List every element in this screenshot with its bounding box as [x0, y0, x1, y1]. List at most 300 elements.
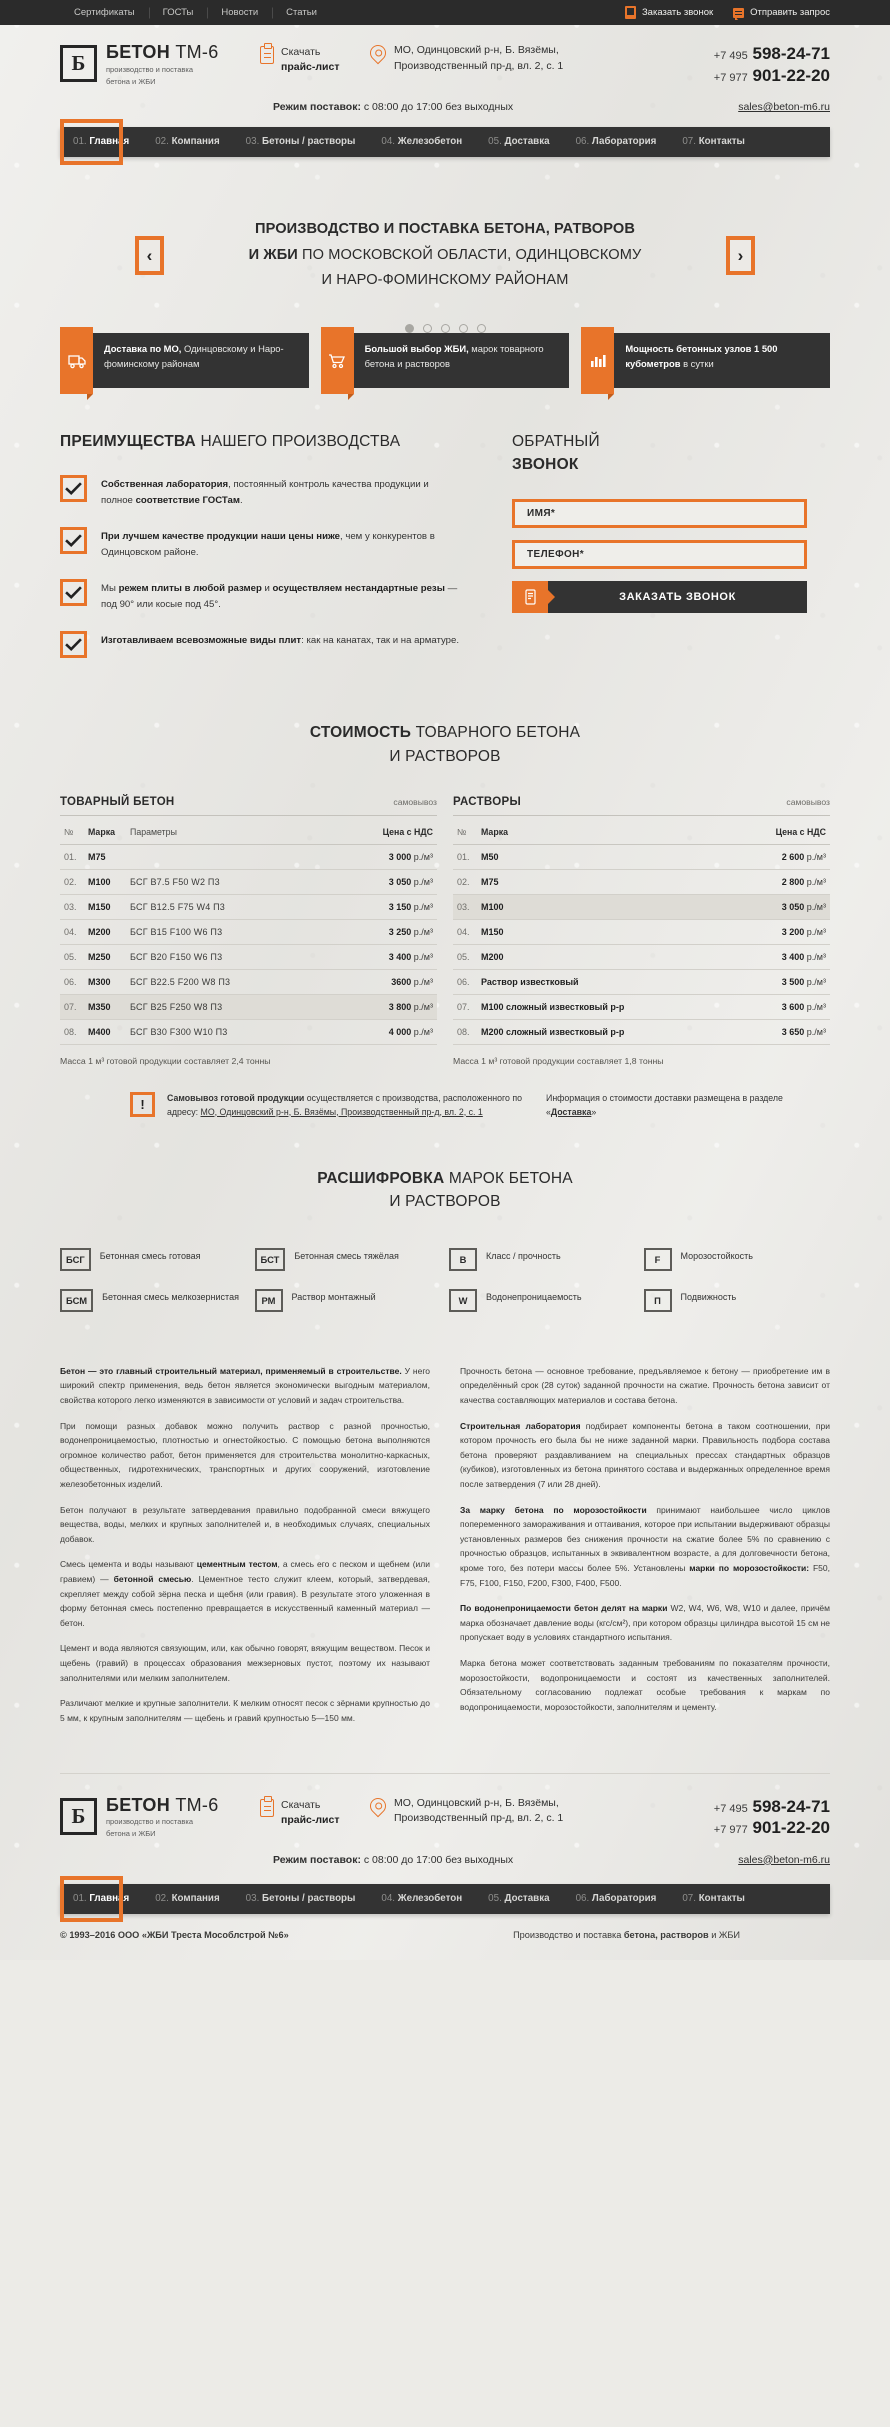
order-call-label: Заказать звонок [641, 7, 714, 18]
footer-nav-label-5: Доставка [504, 1892, 550, 1904]
adv-1-b2: соответствие ГОСТам [135, 494, 240, 506]
footer-download-pricelist-link[interactable] [260, 1796, 370, 1828]
cell-num: 01. [453, 844, 477, 869]
p4-t2: , а смесь его с песком и щебнем (или гравием) — [60, 1559, 431, 1585]
hero-slider [0, 157, 890, 307]
cell-price-unit: р./м³ [411, 1001, 433, 1012]
cell-price [328, 969, 437, 994]
logo-tagline [106, 65, 193, 86]
cell-mark: М300 [84, 969, 126, 994]
hero-dot-5[interactable] [477, 324, 486, 333]
cell-mark: М400 [84, 1019, 126, 1044]
decode-label: Подвижность [680, 1291, 737, 1302]
advantages-title [60, 430, 460, 453]
list-item [644, 1248, 831, 1271]
hero-dot-1[interactable] [405, 324, 414, 333]
price-table-concrete-header [60, 796, 437, 816]
notice-right-end: » [591, 1106, 597, 1117]
logo-name: БЕТОН [106, 42, 170, 62]
r3-t2: F50, F75, F100, F150, F200, F300, F400, F500. [460, 1563, 830, 1588]
phone-icon [625, 6, 636, 19]
table-row [453, 844, 830, 869]
decoding-grid [60, 1248, 830, 1330]
cell-num: 02. [453, 869, 477, 894]
logo-tagline-1: производство и поставка [106, 64, 194, 74]
th-num: № [60, 818, 84, 845]
table-row [60, 969, 437, 994]
table-mortar [453, 818, 830, 1045]
feature-boxes [0, 307, 890, 388]
footer-delivery-mode-label: Режим поставок: [273, 1853, 361, 1866]
table-header-row [60, 818, 437, 845]
advantage-text-4 [101, 631, 459, 649]
r3-text: принимают наибольшее число циклов попеременного замораживания и оттаивания, которое при испытании выдерживают образцы установленных размеров без снижения прочности на сжатие более 5% по сравнению с прочностью образцов, испытанных в эквивалентном возрасте, а для долговечности бетона, кроме того, без потери массы более 5%. Установлены [460, 1504, 830, 1574]
decoding-title-bold: РАСШИФРОВКА [317, 1170, 445, 1188]
map-pin-icon [367, 1794, 390, 1817]
footer-address [370, 1796, 640, 1828]
table-row [60, 869, 437, 894]
check-icon [60, 579, 87, 606]
phone-input[interactable] [527, 549, 792, 560]
hero-line-3: И НАРО-ФОМИНСКОМУ РАЙОНАМ [321, 272, 569, 289]
feature-1-rest: Одинцовскому и Наро-фоминскому районам [104, 343, 284, 369]
decoding-section [0, 1119, 890, 1330]
decoding-column-3 [449, 1248, 636, 1330]
notice-rest: осуществляется с производства, расположенного по адресу: [167, 1092, 523, 1117]
footer-email [738, 1854, 830, 1866]
nav-item-glavnaya[interactable] [60, 127, 142, 157]
cell-num: 06. [60, 969, 84, 994]
cell-num: 03. [60, 894, 84, 919]
phone-2-code: +7 977 [713, 71, 748, 84]
cell-price-value: 3 800 [388, 1001, 412, 1012]
hero-line-1: ПРОИЗВОДСТВО И ПОСТАВКА БЕТОНА, РАТВОРОВ [254, 221, 635, 238]
send-request-link[interactable] [733, 7, 830, 18]
advantages-title-bold: ПРЕИМУЩЕСТВА [60, 433, 196, 451]
feature-1-bold: Доставка по МО, [104, 343, 182, 355]
nav-label-2: Компания [171, 136, 220, 148]
order-call-link[interactable] [625, 6, 713, 19]
adv-1-b1: Собственная лаборатория [101, 479, 229, 491]
cell-price [732, 869, 830, 894]
cell-mark: Раствор известковый [477, 969, 732, 994]
footer-nav-num-3: 03. [245, 1892, 260, 1904]
paragraph [60, 1641, 430, 1685]
feature-box-capacity[interactable] [581, 333, 830, 388]
footer-delivery-mode [273, 1854, 513, 1866]
cell-mark: М350 [84, 994, 126, 1019]
copyright-right [513, 1930, 740, 1940]
cell-price-unit: р./м³ [804, 1026, 826, 1037]
r3-b2: марки по морозостойкости: [689, 1563, 810, 1574]
copyright-left [60, 1930, 289, 1940]
topbar-link-news[interactable]: Новости [207, 7, 272, 18]
footer-nav-label-2: Компания [171, 1892, 220, 1904]
notice-right-link[interactable]: Доставка [550, 1106, 592, 1117]
price-table-concrete-note: Масса 1 м³ готовой продукции составляет 2,4 тонны [60, 1055, 271, 1066]
list-item [60, 1248, 247, 1271]
cell-num: 04. [453, 919, 477, 944]
decoding-column-2 [255, 1248, 442, 1330]
cell-mark: М150 [477, 919, 732, 944]
logo-name2: ТМ-6 [175, 42, 219, 62]
cell-mark: М75 [477, 869, 732, 894]
footer-nav-label-4: Железобетон [397, 1892, 463, 1904]
map-pin-icon [367, 42, 390, 65]
table-row [453, 994, 830, 1019]
exclamation-icon: ! [130, 1092, 155, 1117]
paragraph [460, 1364, 830, 1408]
delivery-mode [273, 101, 513, 113]
table-row [453, 894, 830, 919]
phone-field-wrapper [512, 540, 807, 569]
advantage-text-1 [101, 475, 460, 508]
footer-nav-item-zhelezobeton[interactable] [368, 1884, 475, 1914]
footer-phone-2-code: +7 977 [713, 1824, 748, 1837]
footer-logo-name2: ТМ-6 [175, 1794, 219, 1815]
phone-2-number: 901-22-20 [752, 65, 830, 85]
footer-logo-tagline-2: бетона и ЖБИ [106, 1829, 156, 1839]
cell-num: 05. [60, 944, 84, 969]
cell-num: 02. [60, 869, 84, 894]
cell-price-value: 3 650 [781, 1026, 805, 1037]
hero-dot-3[interactable] [441, 324, 450, 333]
cell-price-value: 3 050 [781, 901, 805, 912]
cell-price-unit: р./м³ [804, 1001, 826, 1012]
cell-price-unit: р./м³ [804, 851, 826, 862]
header-phones [714, 43, 830, 87]
cell-price-value: 3600 [391, 976, 412, 987]
main-nav-wrapper [0, 127, 890, 157]
cell-params: БСГ В20 F150 W6 П3 [126, 944, 328, 969]
nav-item-kontakty[interactable] [669, 127, 758, 157]
cell-price-unit: р./м³ [411, 926, 433, 937]
copyright-text: © 1993–2016 ООО «ЖБИ Треста Мособлстрой №6» [60, 1929, 289, 1940]
hero-title [180, 217, 710, 294]
pricing-tables [60, 796, 830, 1066]
logo[interactable] [60, 43, 260, 87]
cell-price-value: 3 500 [781, 976, 805, 987]
advantage-text-3 [101, 579, 460, 612]
decode-label: Бетонная смесь мелкозернистая [102, 1291, 239, 1302]
feature-box-delivery[interactable] [60, 333, 309, 388]
nav-num-3: 03. [245, 136, 260, 148]
cell-num: 08. [453, 1019, 477, 1044]
cell-num: 06. [453, 969, 477, 994]
cell-price-unit: р./м³ [411, 976, 433, 987]
cell-params [126, 844, 328, 869]
decoding-column-4 [644, 1248, 831, 1330]
table-row [60, 844, 437, 869]
advantage-text-2 [101, 527, 460, 560]
cell-price [328, 844, 437, 869]
copyright-right-post: и ЖБИ [708, 1929, 740, 1940]
pricing-title-line2: И РАСТВОРОВ [389, 747, 501, 765]
logo-letter: Б [71, 51, 86, 75]
r4-bold: По водонепроницаемости бетон делят на марки [460, 1603, 668, 1614]
nav-item-zhelezobeton[interactable] [368, 127, 475, 157]
chart-icon [581, 327, 614, 394]
cell-price-unit: р./м³ [804, 976, 826, 987]
pricelist-line1: Скачать [281, 46, 321, 58]
hero-pagination [60, 324, 830, 333]
decode-code: F [644, 1248, 672, 1271]
cell-mark: М200 [477, 944, 732, 969]
paragraph [60, 1557, 430, 1630]
feature-box-capacity-text [614, 333, 830, 388]
adv-4-b1: Изготавливаем всевозможные виды плит [101, 635, 302, 647]
list-item [255, 1248, 442, 1271]
paragraph [460, 1419, 830, 1492]
cell-mark: М250 [84, 944, 126, 969]
clipboard-icon [260, 46, 274, 64]
decode-code: РМ [255, 1289, 283, 1312]
cell-num: 01. [60, 844, 84, 869]
feature-2-bold: Большой выбор ЖБИ, [364, 343, 469, 355]
footer-email-link[interactable]: sales@beton-m6.ru [738, 1853, 830, 1866]
copyright-right-bold: бетона, растворов [623, 1929, 709, 1940]
article-section [0, 1330, 890, 1737]
decoding-column-1 [60, 1248, 247, 1330]
cell-mark: М150 [84, 894, 126, 919]
top-bar-links [60, 7, 331, 18]
header-secondary-row [0, 101, 890, 127]
copyright-bar [0, 1914, 890, 1960]
delivery-mode-value: с 08:00 до 17:00 без выходных [363, 101, 514, 114]
table-row [453, 944, 830, 969]
decode-label: Водонепроницаемость [486, 1291, 582, 1302]
cell-price [732, 994, 830, 1019]
cell-mark: М200 [84, 919, 126, 944]
th-params: Параметры [126, 818, 328, 845]
cell-num: 05. [453, 944, 477, 969]
footer-logo[interactable] [60, 1796, 260, 1840]
price-table-concrete [60, 796, 437, 1066]
footer-logo-name-line [106, 1795, 219, 1815]
table-concrete [60, 818, 437, 1045]
name-input[interactable] [527, 508, 792, 519]
hero-inner [60, 217, 830, 294]
logo-tagline-2: бетона и ЖБИ [106, 76, 156, 86]
article-column-right [460, 1364, 830, 1737]
nav-label-5: Доставка [504, 136, 550, 148]
table-row [453, 869, 830, 894]
footer-nav-item-glavnaya[interactable] [60, 1884, 142, 1914]
footer-phone-2[interactable] [714, 1817, 830, 1839]
hero-dot-2[interactable] [423, 324, 432, 333]
phone-1-code: +7 495 [713, 50, 748, 62]
nav-item-dostavka[interactable] [475, 127, 562, 157]
footer-phone-1[interactable] [714, 1796, 830, 1818]
cell-params: БСГ В25 F250 W8 П3 [126, 994, 328, 1019]
logo-mark-icon [60, 45, 97, 82]
nav-item-betony-rastvory[interactable] [233, 127, 369, 157]
footer-phones [714, 1796, 830, 1840]
pricing-section [0, 677, 890, 1066]
main-nav [60, 127, 830, 157]
footer-nav-item-laboratoriya[interactable] [563, 1884, 670, 1914]
cell-price-value: 3 250 [388, 926, 412, 937]
chevron-right-icon: › [737, 245, 744, 265]
feature-3-rest: в сутки [680, 357, 714, 369]
hero-next-button[interactable] [726, 236, 755, 275]
check-icon [60, 475, 87, 502]
footer-nav-item-kompaniya[interactable] [142, 1884, 232, 1914]
decoding-title [60, 1167, 830, 1214]
cell-mark: М75 [84, 844, 126, 869]
cell-price [732, 1019, 830, 1044]
nav-num-7: 07. [682, 136, 696, 148]
nav-num-4: 04. [381, 136, 396, 148]
decode-label: Бетонная смесь готовая [99, 1250, 201, 1261]
cart-icon [321, 327, 354, 394]
mail-icon [733, 8, 744, 18]
address-line-1: МО, Одинцовский р-н, Б. Вязёмы, [394, 44, 559, 56]
table-row [60, 994, 437, 1019]
cell-price [732, 919, 830, 944]
cell-price-value: 4 000 [388, 1026, 412, 1037]
footer-nav-num-4: 04. [381, 1892, 396, 1904]
hero-dot-4[interactable] [459, 324, 468, 333]
phone-1[interactable] [714, 43, 830, 65]
address-line-2: Производственный пр-д, вл. 2, с. 1 [394, 59, 564, 72]
phone-1-number: 598-24-71 [752, 44, 830, 63]
pickup-notice-text [167, 1092, 530, 1119]
list-item [60, 475, 460, 508]
footer-nav-wrapper [0, 1880, 890, 1914]
cell-price [732, 969, 830, 994]
nav-item-kompaniya[interactable] [142, 127, 232, 157]
adv-3-t3: — под 90° или косые под 45°. [101, 583, 458, 610]
callback-title [512, 430, 830, 477]
paragraph [60, 1696, 430, 1725]
hero-line-2-bold: И ЖБИ [248, 246, 298, 263]
topbar-link-certificates[interactable]: Сертификаты [74, 7, 135, 18]
th-num: № [453, 818, 477, 845]
table-row [453, 969, 830, 994]
pricelist-line2: прайс-лист [281, 61, 340, 74]
footer-phone-2-number: 901-22-20 [752, 1818, 830, 1838]
adv-3-t1: Мы [101, 583, 119, 595]
table-row [453, 919, 830, 944]
r3-bold: За марку бетона по морозостойкости [460, 1504, 647, 1515]
cell-price [328, 869, 437, 894]
topbar-link-articles[interactable]: Статьи [272, 7, 331, 18]
footer-nav-label-1: Главная [89, 1892, 130, 1904]
cell-price-value: 3 050 [388, 876, 412, 887]
cell-params: БСГ В7.5 F50 W2 П3 [126, 869, 328, 894]
list-item [60, 1289, 247, 1312]
email-link[interactable]: sales@beton-m6.ru [738, 101, 830, 114]
p2-text: При помощи разных добавок можно получить раствор с разной прочностью, водонепроницаемостью, плотностью и огнестойкостью. С помощью бетона выполняются огромное количество работ, бетон применяется для строительства монолитно-каркасных, общественных, гидротехнических, транспортных и других сооружений, изготовление железобетонных изделий. [60, 1420, 430, 1489]
advantages-title-rest: НАШЕГО ПРОИЗВОДСТВА [195, 433, 401, 451]
download-pricelist-link[interactable] [260, 43, 370, 75]
footer-nav-item-kontakty[interactable] [669, 1884, 758, 1914]
th-price: Цена с НДС [732, 818, 830, 845]
cell-price [328, 944, 437, 969]
cell-price [732, 844, 830, 869]
r5-text: Марка бетона может соответствовать заданным требованиям по показателям прочности, морозостойкости, водопроницаемости и состоят из качественных заполнителей. Обязательному согласованию подлежат особые требования к маркам по водопроницаемости, морозостойкости, заполнителям и цементу. [460, 1658, 830, 1712]
table-row [453, 1019, 830, 1044]
footer-nav [60, 1884, 830, 1914]
feature-box-assortment[interactable] [321, 333, 570, 388]
feature-2-rest: марок товарного бетона и растворов [364, 343, 544, 369]
cell-mark: М100 [477, 894, 732, 919]
delivery-mode-label: Режим поставок: [273, 101, 361, 114]
footer-nav-label-3: Бетоны / растворы [262, 1892, 356, 1904]
footer-nav-label-7: Контакты [698, 1892, 745, 1904]
th-mark: Марка [477, 818, 732, 845]
price-table-mortar-note: Масса 1 м³ готовой продукции составляет 1,8 тонны [453, 1055, 664, 1066]
topbar-link-gost[interactable]: ГОСТы [149, 7, 208, 18]
footer-nav-item-dostavka[interactable] [475, 1884, 562, 1914]
footer-pricelist-line1: Скачать [281, 1798, 321, 1811]
price-table-mortar-heading: РАСТВОРЫ [453, 795, 522, 808]
table-row [60, 919, 437, 944]
phone-handset-icon [512, 581, 548, 613]
footer-nav-item-betony-rastvory[interactable] [233, 1884, 369, 1914]
p4-text: Смесь цемента и воды называют [60, 1559, 197, 1570]
table-row [60, 894, 437, 919]
callback-form [512, 430, 830, 677]
paragraph [60, 1419, 430, 1492]
hero-line-2-rest: ПО МОСКОВСКОЙ ОБЛАСТИ, ОДИНЦОВСКОМУ [297, 246, 642, 263]
decode-code: БСГ [60, 1248, 91, 1271]
hero-prev-button[interactable] [135, 236, 164, 275]
phone-2[interactable] [714, 65, 830, 87]
list-item [60, 579, 460, 612]
list-item [449, 1248, 636, 1271]
footer-logo-text [106, 1796, 260, 1840]
footer-nav-num-7: 07. [682, 1892, 696, 1904]
p6-text: Различают мелкие и крупные заполнители. К мелким относят песок с зёрнами крупностью до 5 мм, к крупным заполнителям — щебень и гравий крупностью 5—150 мм. [60, 1698, 430, 1723]
cell-price-value: 3 150 [388, 901, 412, 912]
order-call-button[interactable] [512, 581, 807, 613]
r2-text: подбирает компоненты бетона в таком соотношении, при котором прочность его была бы не ниже заданной марки. Правильность подбора состава бетона проверяют раздавливанием на специальных прессах стандартных образцов (кубиков), изготовленных из бетона принятого состава и выдержанных определенное время после затвердения (7 или 28 дней). [460, 1420, 830, 1489]
advantages-list [60, 475, 460, 658]
article-column-left [60, 1364, 430, 1737]
table-header-row [453, 818, 830, 845]
cell-price [732, 894, 830, 919]
decode-label: Морозостойкость [680, 1250, 753, 1261]
decode-code: В [449, 1248, 477, 1271]
r1-text: Прочность бетона — основное требование, предъявляемое к бетону — приобретение им в определённый срок (28 суток) заданной прочности на сжатие. Прочность бетона зависит от качества составляющих материалов и состава бетона. [460, 1365, 830, 1405]
footer-secondary-row [0, 1854, 890, 1880]
header-email [738, 101, 830, 113]
copyright-right-pre: Производство и поставка [513, 1929, 624, 1940]
paragraph [60, 1364, 430, 1408]
advantages-section [0, 388, 890, 677]
cell-price [328, 994, 437, 1019]
cell-price-value: 3 200 [781, 926, 805, 937]
nav-label-7: Контакты [698, 136, 745, 148]
cell-num: 07. [60, 994, 84, 1019]
footer-logo-tagline [106, 1817, 193, 1838]
p4-b3: бетонной смесью [113, 1574, 192, 1585]
nav-item-laboratoriya[interactable] [563, 127, 670, 157]
decode-label: Класс / прочность [486, 1250, 561, 1261]
pickup-notice-left [130, 1092, 530, 1119]
p3-text: Бетон получают в результате затвердевания правильно подобранной смеси вяжущего вещества, воды, мелких и крупных заполнителей и, в необходимых случаях, специальных добавок. [60, 1504, 430, 1544]
cell-price-value: 3 600 [781, 1001, 805, 1012]
feature-box-assortment-text [354, 333, 570, 388]
cell-params: БСГ В22.5 F200 W8 П3 [126, 969, 328, 994]
cell-price-unit: р./м³ [804, 876, 826, 887]
cell-price-value: 2 800 [781, 876, 805, 887]
notice-right-pre: Информация о стоимости доставки размещена в разделе « [546, 1092, 783, 1117]
adv-3-t2: и [261, 583, 273, 595]
order-call-button-label: ЗАКАЗАТЬ ЗВОНОК [548, 581, 807, 613]
